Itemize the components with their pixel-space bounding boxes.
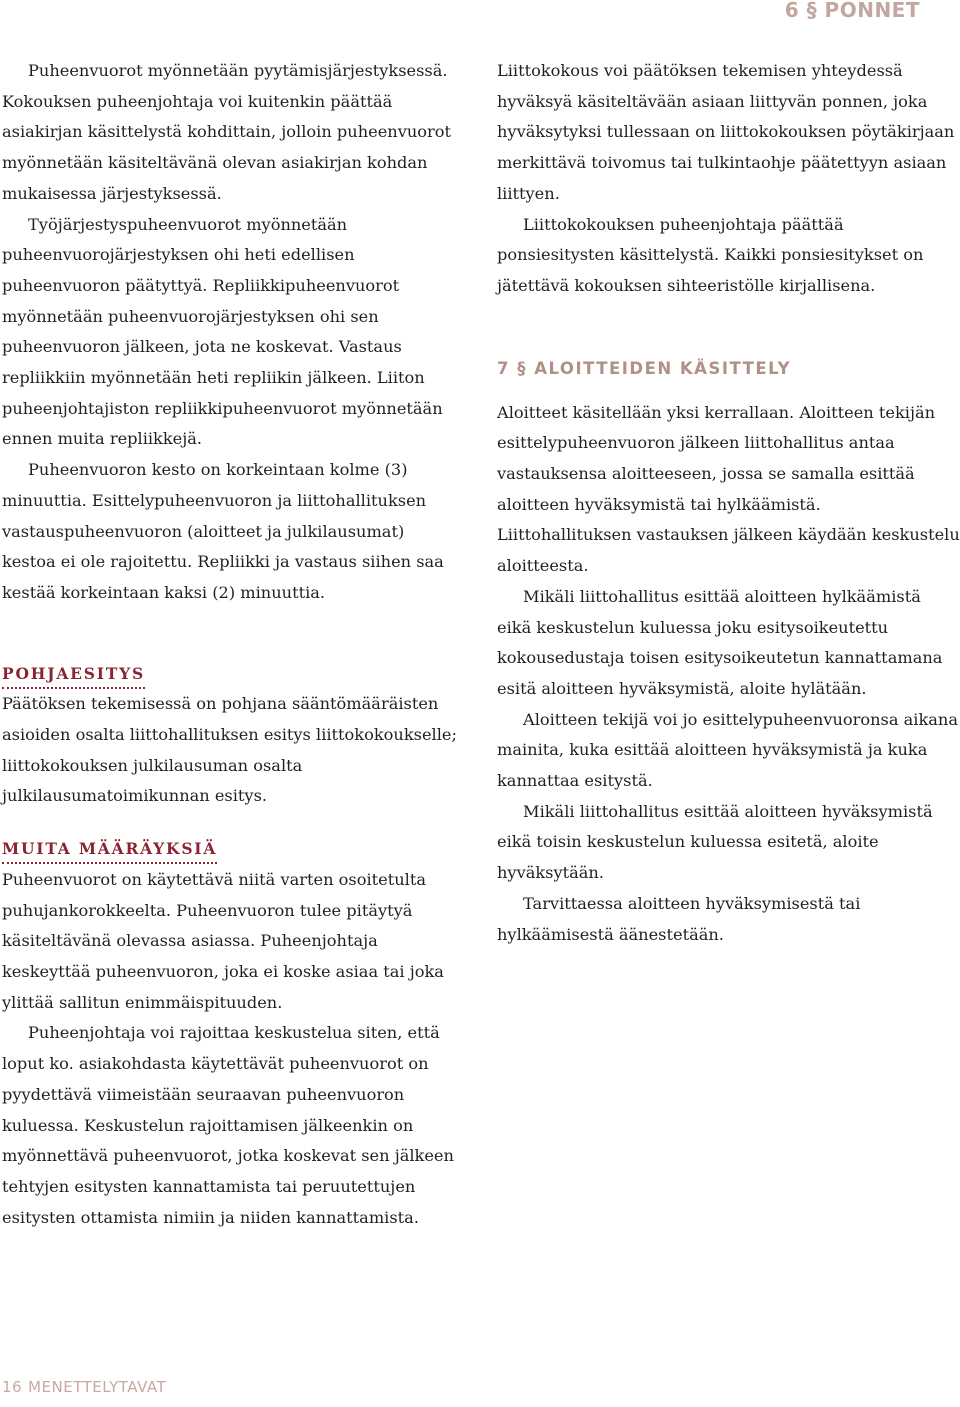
paragraph-procedural-speeches: Työjärjestyspuheenvuorot myönnetään puheenvuorojärjestyksen ohi heti edellisen puheenvuoron päätyttyä. Repliikkipuheenvuorot myönnetään puheenvuorojärjestyksen ohi sen puheenvuoron jälkeen, jota ne koskevat. Vastaus repliikkiin myönnetään heti repliikin jälkeen. Liiton puheenjohtajiston repliikkipuheenvuorot myönnetään ennen muita repliikkejä. [2,214,443,449]
paragraph-initiative-approval: Mikäli liittohallitus esittää aloitteen hyväksymistä eikä toisin keskustelun kuluessa esitetä, aloite hyväksytään. [497,801,933,883]
page-number: 16 [2,1378,23,1396]
section-title-aloitteet: 7 § ALOITTEIDEN KÄSITTELY [497,358,792,378]
paragraph-limit-discussion: Puheenjohtaja voi rajoittaa keskustelua siten, että loput ko. asiakohdasta käytettävät puheenvuorot on pyydettävä viimeistään seuraavan puheenvuoron kuluessa. Keskustelun rajoittamisen jälkeenkin on myönnettävä puheenvuorot, jotka koskevat sen jälkeen tehtyjen esitysten kannattamista tai peruutettujen esitysten ottamista nimiin ja niiden kannattamista. [2,1023,454,1227]
paragraph-initiative-vote: Tarvittaessa aloitteen hyväksymisestä tai hylkäämisestä äänestetään. [497,893,861,944]
paragraph-podium-rules: Puheenvuorot on käytettävä niitä varten osoitetulta puhujankorokkeelta. Puheenvuoron tulee pitäytyä käsiteltävänä olevassa asiassa. Puheenjohtaja keskeyttää puheenvuoron, joka ei koske asiaa tai joka ylittää sallitun enimmäispituuden. [2,869,444,1012]
paragraph-speech-duration: Puheenvuoron kesto on korkeintaan kolme (3) minuuttia. Esittelypuheenvuoron ja liittohallituksen vastauspuheenvuoron (aloitteet ja julkilausumat) kestoa ei ole rajoitettu. Repliikki ja vastaus siihen saa kestää korkeintaan kaksi (2) minuuttia. [2,460,444,602]
left-column [2,56,462,1233]
paragraph-base-proposal: Päätöksen tekemisessä on pohjana sääntömääräisten asioiden osalta liittohallituksen esitys liittokokoukselle; liittokokouksen julkilausuman osalta julkilausumatoimikunnan esitys. [2,694,457,806]
section-title-ponnet: 6 § PONNET [784,0,920,22]
paragraph-ponsi-definition: Liittokokous voi päätöksen tekemisen yhteydessä hyväksyä käsiteltävään asiaan liittyvän ponnen, joka hyväksytyksi tullessaan on liittokokouksen pöytäkirjaan merkittävä toivomus tai tulkintaohje päätettyyn asiaan liittyen. [497,61,955,203]
paragraph-initiative-rejection: Mikäli liittohallitus esittää aloitteen hylkäämistä eikä keskustelun kuluessa joku esitysoikeutettu kokousedustaja toisen esitysoikeutetun kannattamana esitä aloitteen hyväksymistä, aloite hylätään. [497,586,943,698]
page-footer [2,1378,166,1396]
paragraph-initiatives-order: Aloitteet käsitellään yksi kerrallaan. Aloitteen tekijän esittelypuheenvuoron jälkeen liittohallitus antaa vastauksensa aloitteeseen, jossa se samalla esittää aloitteen hyväksymistä tai hylkäämistä. Liittohallituksen vastauksen jälkeen käydään keskustelu aloitteesta. [497,402,960,576]
heading-pohjaesitys: POHJAESITYS [2,661,145,689]
heading-muita-maarayksia: MUITA MÄÄRÄYKSIÄ [2,836,217,864]
paragraph-initiative-presenter: Aloitteen tekijä voi jo esittelypuheenvuoronsa aikana mainita, kuka esittää aloitteen hyväksymistä ja kuka kannattaa esitystä. [497,709,959,791]
document-title: MENETTELYTAVAT [28,1378,167,1396]
paragraph-speaking-order: Puheenvuorot myönnetään pyytämisjärjestyksessä. Kokouksen puheenjohtaja voi kuitenkin päättää asiakirjan käsittelystä kohdittain, jolloin puheenvuorot myönnetään käsiteltävänä olevan asiakirjan kohdan mukaisessa järjestyksessä. [2,61,452,203]
paragraph-ponsi-handling: Liittokokouksen puheenjohtaja päättää ponsiesitysten käsittelystä. Kaikki ponsiesitykset on jätettävä kokouksen sihteeristölle kirjallisena. [497,214,924,295]
right-column [497,56,960,950]
